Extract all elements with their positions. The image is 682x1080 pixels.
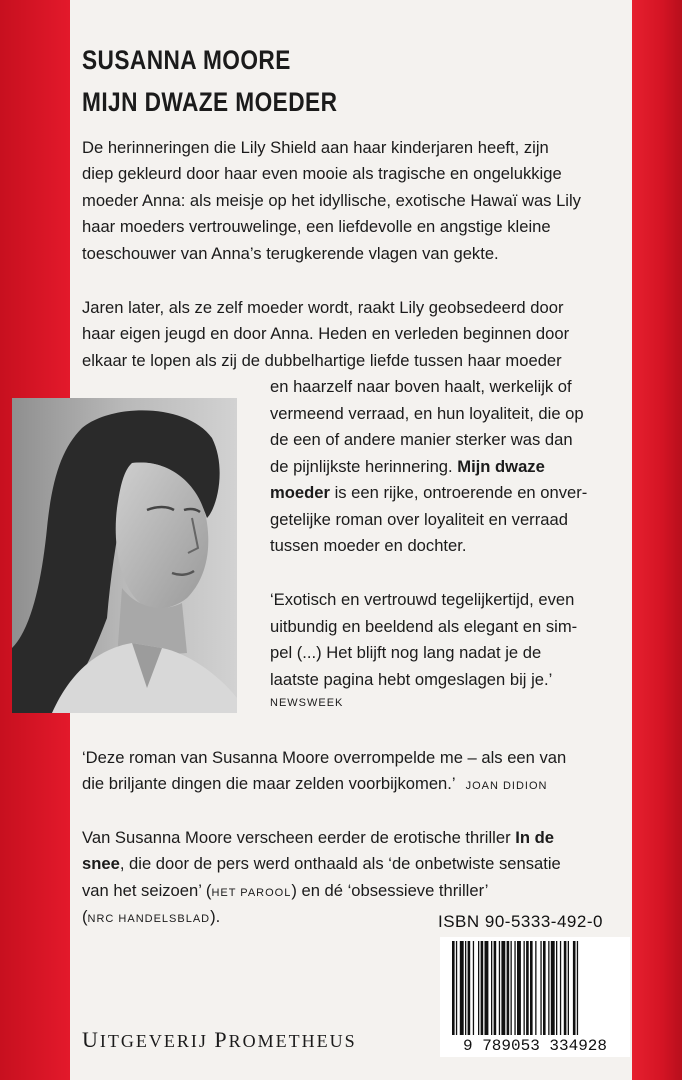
red-border-right [632, 0, 682, 1080]
isbn-label: ISBN 90-5333-492-0 [438, 912, 603, 931]
para3-line: van het seizoen’ (HET PAROOL) en dé ‘obsessieve thriller’ [82, 881, 489, 900]
para3-line: snee, die door de pers werd onthaald als ‘de onbetwiste sensatie [82, 854, 561, 873]
book-title: MIJN DWAZE MOEDER [82, 87, 338, 117]
para2-line: vermeend verraad, en hun loyaliteit, die op [270, 404, 584, 423]
para1-line: moeder Anna: als meisje op het idyllische, exotische Hawaï was Lily [82, 191, 581, 210]
source-name: NRC HANDELSBLAD [87, 913, 211, 925]
publisher-name: UITGEVERIJ PROMETHEUS [82, 1027, 357, 1052]
quote2-line: die briljante dingen die maar zelden voorbijkomen.’ JOAN DIDION [82, 774, 548, 793]
author-photo [12, 398, 237, 713]
title-bold: Mijn dwaze [457, 457, 545, 476]
para2-line: haar eigen jeugd en door Anna. Heden en verleden beginnen door [82, 324, 570, 343]
para2-line: elkaar te lopen als zij de dubbelhartige liefde tussen haar moeder [82, 351, 562, 370]
title-bold: snee [82, 854, 120, 873]
para1-line: haar moeders vertrouwelinge, een liefdevolle en angstige kleine [82, 217, 551, 236]
para2-line: getelijke roman over loyaliteit en verraad [270, 510, 568, 529]
para2-line: en haarzelf naar boven haalt, werkelijk of [270, 377, 572, 396]
title-bold: moeder [270, 483, 330, 502]
para2-line: de een of andere manier sterker was dan [270, 430, 573, 449]
para1-line: De herinneringen die Lily Shield aan haar kinderjaren heeft, zijn [82, 138, 549, 157]
quote2-line: ‘Deze roman van Susanna Moore overrompelde me – als een van [82, 748, 567, 767]
quote2-source: JOAN DIDION [465, 780, 548, 792]
quote1-line: laatste pagina hebt omgeslagen bij je.’ [270, 670, 553, 689]
para1-line: diep gekleurd door haar even mooie als tragische en ongelukkige [82, 164, 562, 183]
quote1-source: NEWSWEEK [270, 697, 344, 709]
barcode-number: 9 789053 334928 [462, 1037, 608, 1055]
para2-line: tussen moeder en dochter. [270, 536, 467, 555]
quote1-line: ‘Exotisch en vertrouwd tegelijkertijd, even [270, 590, 575, 609]
para1-line: toeschouwer van Anna’s terugkerende vlagen van gekte. [82, 244, 499, 263]
para2-line: Jaren later, als ze zelf moeder wordt, raakt Lily geobsedeerd door [82, 298, 564, 317]
para3-line: Van Susanna Moore verscheen eerder de erotische thriller In de [82, 828, 554, 847]
para3-line: (NRC HANDELSBLAD). [82, 907, 221, 926]
para2-line: moeder is een rijke, ontroerende en onver- [270, 483, 588, 502]
quote1-line: uitbundig en beeldend als elegant en sim- [270, 617, 578, 636]
barcode [440, 937, 630, 1057]
barcode-bars [440, 937, 630, 1037]
title-bold: In de [515, 828, 554, 847]
source-name: HET PAROOL [211, 887, 292, 899]
para2-line: de pijnlijkste herinnering. Mijn dwaze [270, 457, 545, 476]
author-name: SUSANNA MOORE [82, 45, 291, 75]
quote1-line: pel (...) Het blijft nog lang nadat je de [270, 643, 542, 662]
